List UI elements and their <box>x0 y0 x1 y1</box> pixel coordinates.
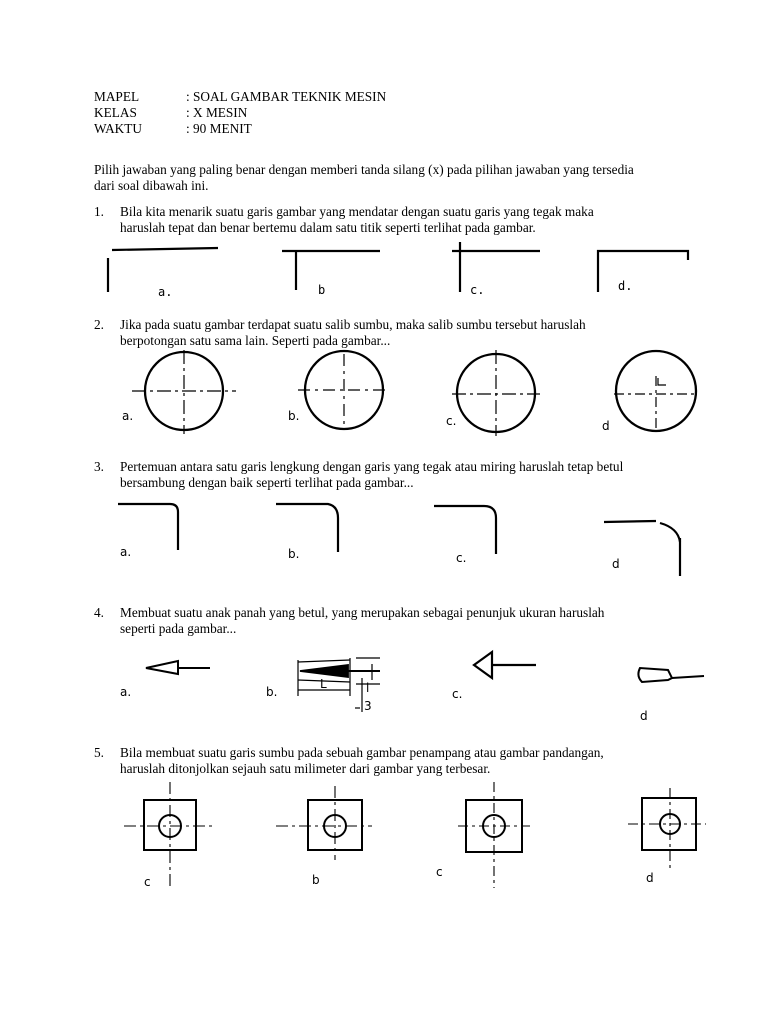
question-5-line-2: haruslah ditonjolkan sejauh satu milimeter dari gambar yang terbesar. <box>120 761 491 776</box>
question-2-number: 2. <box>94 317 104 332</box>
question-4-figure <box>0 640 768 730</box>
q5-option-a-drawing <box>124 782 216 888</box>
question-3-number: 3. <box>94 459 104 474</box>
question-3-figure <box>0 494 768 584</box>
mapel-label: MAPEL <box>94 89 140 104</box>
q4-option-b-label: b. <box>266 685 278 699</box>
q5-option-d-label: d <box>646 871 654 885</box>
q4-option-b-dimension-3: 3 <box>364 699 372 713</box>
q2-option-b-drawing <box>298 351 388 429</box>
waktu-label: WAKTU <box>94 121 143 136</box>
q2-option-d-drawing <box>614 351 698 431</box>
q1-option-d-drawing <box>598 251 688 292</box>
question-5-line-1: Bila membuat suatu garis sumbu pada sebuah gambar penampang atau gambar pandangan, <box>120 745 604 760</box>
q3-option-b-label: b. <box>288 547 300 561</box>
question-3-line-1: Pertemuan antara satu garis lengkung dengan garis yang tegak atau miring haruslah tetap betul <box>120 459 624 474</box>
q3-option-a-drawing <box>118 504 178 550</box>
question-1-line-1: Bila kita menarik suatu garis gambar yang mendatar dengan suatu garis yang tegak maka <box>120 204 594 219</box>
q1-option-c-drawing <box>452 242 540 292</box>
q3-option-c-drawing <box>434 506 496 554</box>
q4-option-c-label: c. <box>452 687 463 701</box>
q4-option-b-dimension-l: l <box>366 681 370 695</box>
kelas-value: : X MESIN <box>186 105 248 120</box>
q4-option-d-drawing <box>638 668 704 682</box>
q4-option-a-label: a. <box>120 685 132 699</box>
question-1-line-2: haruslah tepat dan benar bertemu dalam satu titik seperti terlihat pada gambar. <box>120 220 536 235</box>
question-4-line-1: Membuat suatu anak panah yang betul, yang merupakan sebagai penunjuk ukuran haruslah <box>120 605 605 620</box>
instructions-line-1: Pilih jawaban yang paling benar dengan memberi tanda silang (x) pada pilihan jawaban yang tersedia <box>94 162 634 177</box>
q3-option-c-label: c. <box>456 551 467 565</box>
question-4-line-2: seperti pada gambar... <box>120 621 237 636</box>
q5-option-c-label: c <box>436 865 443 879</box>
waktu-value: : 90 MENIT <box>186 121 252 136</box>
question-4-number: 4. <box>94 605 104 620</box>
q4-option-d-label: d <box>640 709 648 723</box>
question-2-line-2: berpotongan satu sama lain. Seperti pada gambar... <box>120 333 391 348</box>
question-2-figure <box>0 350 768 438</box>
question-5-number: 5. <box>94 745 104 760</box>
q1-option-b-label: b <box>318 283 326 297</box>
q2-option-c-label: c. <box>446 414 457 428</box>
q3-option-d-label: d <box>612 557 620 571</box>
q1-option-d-label: d. <box>618 279 633 293</box>
q1-option-c-label: c. <box>470 283 485 297</box>
q5-option-b-label: b <box>312 873 320 887</box>
q2-option-b-label: b. <box>288 409 300 423</box>
q2-option-c-drawing <box>452 350 540 436</box>
q1-option-a-label: a. <box>158 285 173 299</box>
q5-option-d-drawing <box>628 788 706 868</box>
kelas-label: KELAS <box>94 105 137 120</box>
q5-option-b-drawing <box>276 786 372 860</box>
question-1-number: 1. <box>94 204 104 219</box>
q2-option-a-label: a. <box>122 409 134 423</box>
q4-option-a-drawing <box>146 661 210 674</box>
q1-option-b-drawing <box>282 251 380 290</box>
q5-option-a-label: c <box>144 875 151 889</box>
q2-option-a-drawing <box>132 350 236 434</box>
question-3-line-2: bersambung dengan baik seperti terlihat pada gambar... <box>120 475 414 490</box>
q5-option-c-drawing <box>458 782 530 888</box>
q3-option-b-drawing <box>276 504 338 552</box>
question-1-figure <box>0 238 768 304</box>
q3-option-a-label: a. <box>120 545 132 559</box>
mapel-value: : SOAL GAMBAR TEKNIK MESIN <box>186 89 387 104</box>
question-5-figure <box>0 778 768 894</box>
q2-option-d-label: d <box>602 419 610 433</box>
q4-option-b-dimension-L: L <box>320 677 327 691</box>
question-2-line-1: Jika pada suatu gambar terdapat suatu salib sumbu, maka salib sumbu tersebut haruslah <box>120 317 586 332</box>
q4-option-c-drawing <box>474 652 536 678</box>
instructions-line-2: dari soal dibawah ini. <box>94 178 209 193</box>
